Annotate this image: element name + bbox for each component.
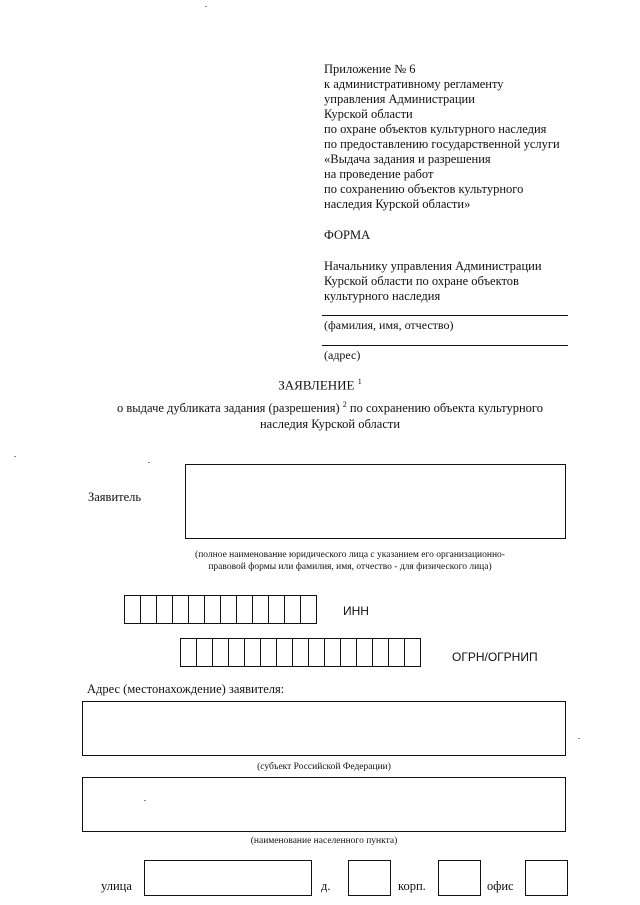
building-label: корп. [398, 879, 426, 893]
scan-speck [205, 6, 207, 7]
fio-caption: (фамилия, имя, отчество) [324, 318, 454, 332]
statement-subtitle [60, 397, 600, 432]
house-field[interactable] [348, 860, 391, 896]
applicant-label: Заявитель [88, 490, 142, 504]
scan-speck [148, 462, 150, 463]
statement-title [0, 377, 640, 393]
scan-speck [578, 738, 580, 739]
inn-label: ИНН [343, 604, 369, 618]
applicant-caption [150, 549, 550, 573]
appendix-line: по предоставлению государственной услуги [324, 137, 560, 151]
applicant-caption-line: (полное наименование юридического лица с указанием его организационно- [195, 550, 505, 560]
digit-cell[interactable] [245, 638, 261, 667]
street-field[interactable] [144, 860, 312, 896]
digit-cell[interactable] [373, 638, 389, 667]
digit-cell[interactable] [293, 638, 309, 667]
digit-cell[interactable] [357, 638, 373, 667]
appendix-line: по сохранению объектов культурного [324, 182, 524, 196]
scan-speck [14, 456, 16, 457]
digit-cell[interactable] [253, 595, 269, 624]
house-label: д. [321, 879, 331, 893]
appendix-line: Курской области [324, 107, 413, 121]
building-field[interactable] [438, 860, 481, 896]
subtitle-part-2: по сохранению объекта культурного [349, 401, 543, 416]
appendix-line: управления Администрации [324, 92, 475, 106]
applicant-caption-line: правовой формы или фамилия, имя, отчество - для физического лица) [208, 562, 492, 572]
form-label: ФОРМА [324, 228, 371, 242]
digit-cell[interactable] [309, 638, 325, 667]
ogrn-field[interactable] [180, 638, 421, 667]
addressee-line: Курской области по охране объектов [324, 274, 519, 288]
subject-caption: (субъект Российской Федерации) [257, 762, 391, 772]
digit-cell[interactable] [221, 595, 237, 624]
digit-cell[interactable] [277, 638, 293, 667]
title-footnote-mark: 1 [357, 377, 362, 386]
address-input-line[interactable] [322, 345, 568, 346]
digit-cell[interactable] [157, 595, 173, 624]
digit-cell[interactable] [141, 595, 157, 624]
digit-cell[interactable] [205, 595, 221, 624]
subtitle-line-1 [60, 397, 600, 416]
digit-cell[interactable] [181, 638, 197, 667]
addressee-line: Начальнику управления Администрации [324, 259, 542, 273]
digit-cell[interactable] [285, 595, 301, 624]
digit-cell[interactable] [197, 638, 213, 667]
digit-cell[interactable] [125, 595, 141, 624]
appendix-line: Приложение № 6 [324, 62, 416, 76]
statement-title-text: ЗАЯВЛЕНИЕ [278, 377, 355, 393]
digit-cell[interactable] [229, 638, 245, 667]
digit-cell[interactable] [269, 595, 285, 624]
digit-cell[interactable] [389, 638, 405, 667]
address-caption: (адрес) [324, 348, 361, 362]
addressee-line: культурного наследия [324, 289, 441, 303]
locality-field[interactable] [82, 777, 566, 832]
street-label: улица [101, 879, 132, 893]
appendix-line: наследия Курской области» [324, 197, 471, 211]
applicant-name-field[interactable] [185, 464, 566, 539]
appendix-line: «Выдача задания и разрешения [324, 152, 491, 166]
address-heading: Адрес (местонахождение) заявителя: [87, 682, 285, 696]
office-field[interactable] [525, 860, 568, 896]
subject-field[interactable] [82, 701, 566, 756]
appendix-line: на проведение работ [324, 167, 434, 181]
digit-cell[interactable] [173, 595, 189, 624]
ogrn-label: ОГРН/ОГРНИП [452, 650, 538, 664]
office-label: офис [487, 879, 514, 893]
inn-field[interactable] [124, 595, 317, 624]
digit-cell[interactable] [325, 638, 341, 667]
subtitle-footnote-mark: 2 [342, 400, 347, 409]
appendix-line: по охране объектов культурного наследия [324, 122, 547, 136]
fio-input-line[interactable] [322, 315, 568, 316]
subtitle-line-2: наследия Курской области [259, 417, 401, 432]
digit-cell[interactable] [261, 638, 277, 667]
digit-cell[interactable] [237, 595, 253, 624]
digit-cell[interactable] [189, 595, 205, 624]
appendix-header [324, 62, 624, 212]
appendix-line: к административному регламенту [324, 77, 504, 91]
locality-caption: (наименование населенного пункта) [250, 836, 398, 846]
digit-cell[interactable] [341, 638, 357, 667]
digit-cell[interactable] [405, 638, 421, 667]
addressee-block [324, 259, 542, 304]
digit-cell[interactable] [301, 595, 317, 624]
subtitle-part-1: о выдаче дубликата задания (разрешения) [117, 401, 340, 416]
digit-cell[interactable] [213, 638, 229, 667]
scan-speck [144, 800, 146, 801]
